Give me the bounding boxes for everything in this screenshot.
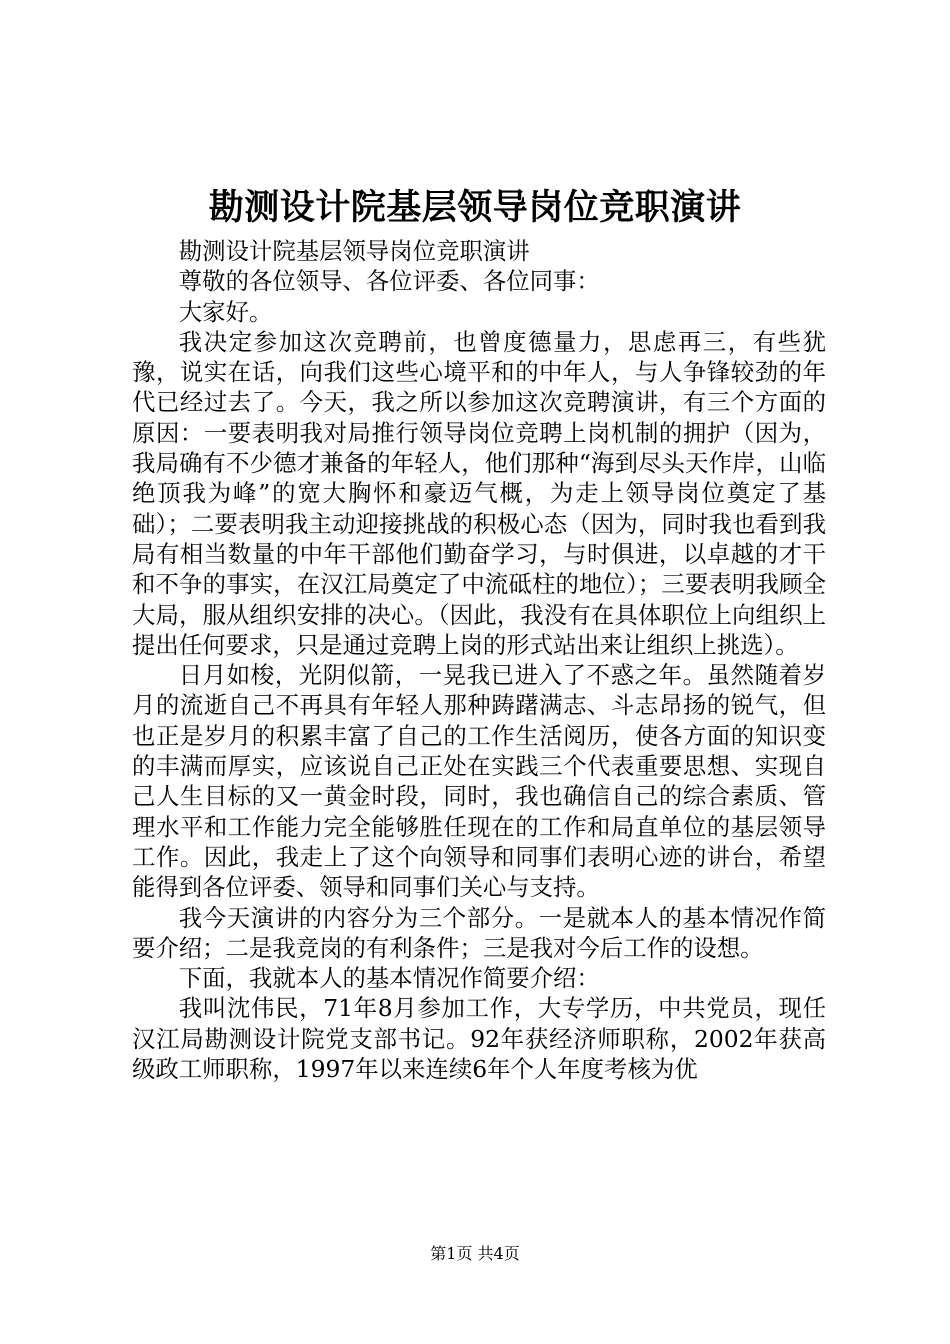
paragraph: 日月如梭，光阴似箭，一晃我已进入了不惑之年。虽然随着岁月的流逝自己不再具有年轻人那种踌躇满志、斗志昂扬的锐气，但也正是岁月的积累丰富了自己的工作生活阅历，使各方面的知识变的丰满而厚实，应该说自己正处在实践三个代表重要思想、实现自己人生目标的又一黄金时段，同时，我也确信自己的综合素质、管理水平和工作能力完全能够胜任现在的工作和局直单位的基层领导工作。因此，我走上了这个向领导和同事们表明心迹的讲台，希望能得到各位评委、领导和同事们关心与支持。 <box>132 661 826 902</box>
paragraph: 我叫沈伟民，71年8月参加工作，大专学历，中共党员，现任汉江局勘测设计院党支部书记。92年获经济师职称，2002年获高级政工师职称，1997年以来连续6年个人年度考核为优 <box>132 994 826 1084</box>
paragraph: 下面，我就本人的基本情况作简要介绍： <box>178 964 600 993</box>
paragraph: 尊敬的各位领导、各位评委、各位同事： <box>178 267 600 296</box>
page-number-footer: 第1页 共4页 <box>430 1244 520 1263</box>
paragraph: 我决定参加这次竞聘前，也曾度德量力，思虑再三，有些犹豫，说实在话，向我们这些心境平和的中年人，与人争锋较劲的年代已经过去了。今天，我之所以参加这次竞聘演讲，有三个方面的原因：一要表明我对局推行领导岗位竞聘上岗机制的拥护（因为，我局确有不少德才兼备的年轻人，他们那种“海到尽头天作岸，山临绝顶我为峰”的宽大胸怀和豪迈气概，为走上领导岗位奠定了基础）；二要表明我主动迎接挑战的积极心态（因为，同时我也看到我局有相当数量的中年干部他们勤奋学习，与时俱进，以卓越的才干和不争的事实，在汉江局奠定了中流砥柱的地位）；三要表明我顾全大局，服从组织安排的决心。（因此，我没有在具体职位上向组织上提出任何要求，只是通过竞聘上岗的形式站出来让组织上挑选）。 <box>132 327 826 659</box>
paragraph: 勘测设计院基层领导岗位竞职演讲 <box>178 237 530 265</box>
paragraph: 我今天演讲的内容分为三个部分。一是就本人的基本情况作简要介绍；二是我竞岗的有利条件；三是我对今后工作的设想。 <box>132 903 826 962</box>
document-body <box>132 236 826 1084</box>
paragraph: 大家好。 <box>178 297 273 326</box>
document-title: 勘测设计院基层领导岗位竞职演讲 <box>208 187 742 228</box>
